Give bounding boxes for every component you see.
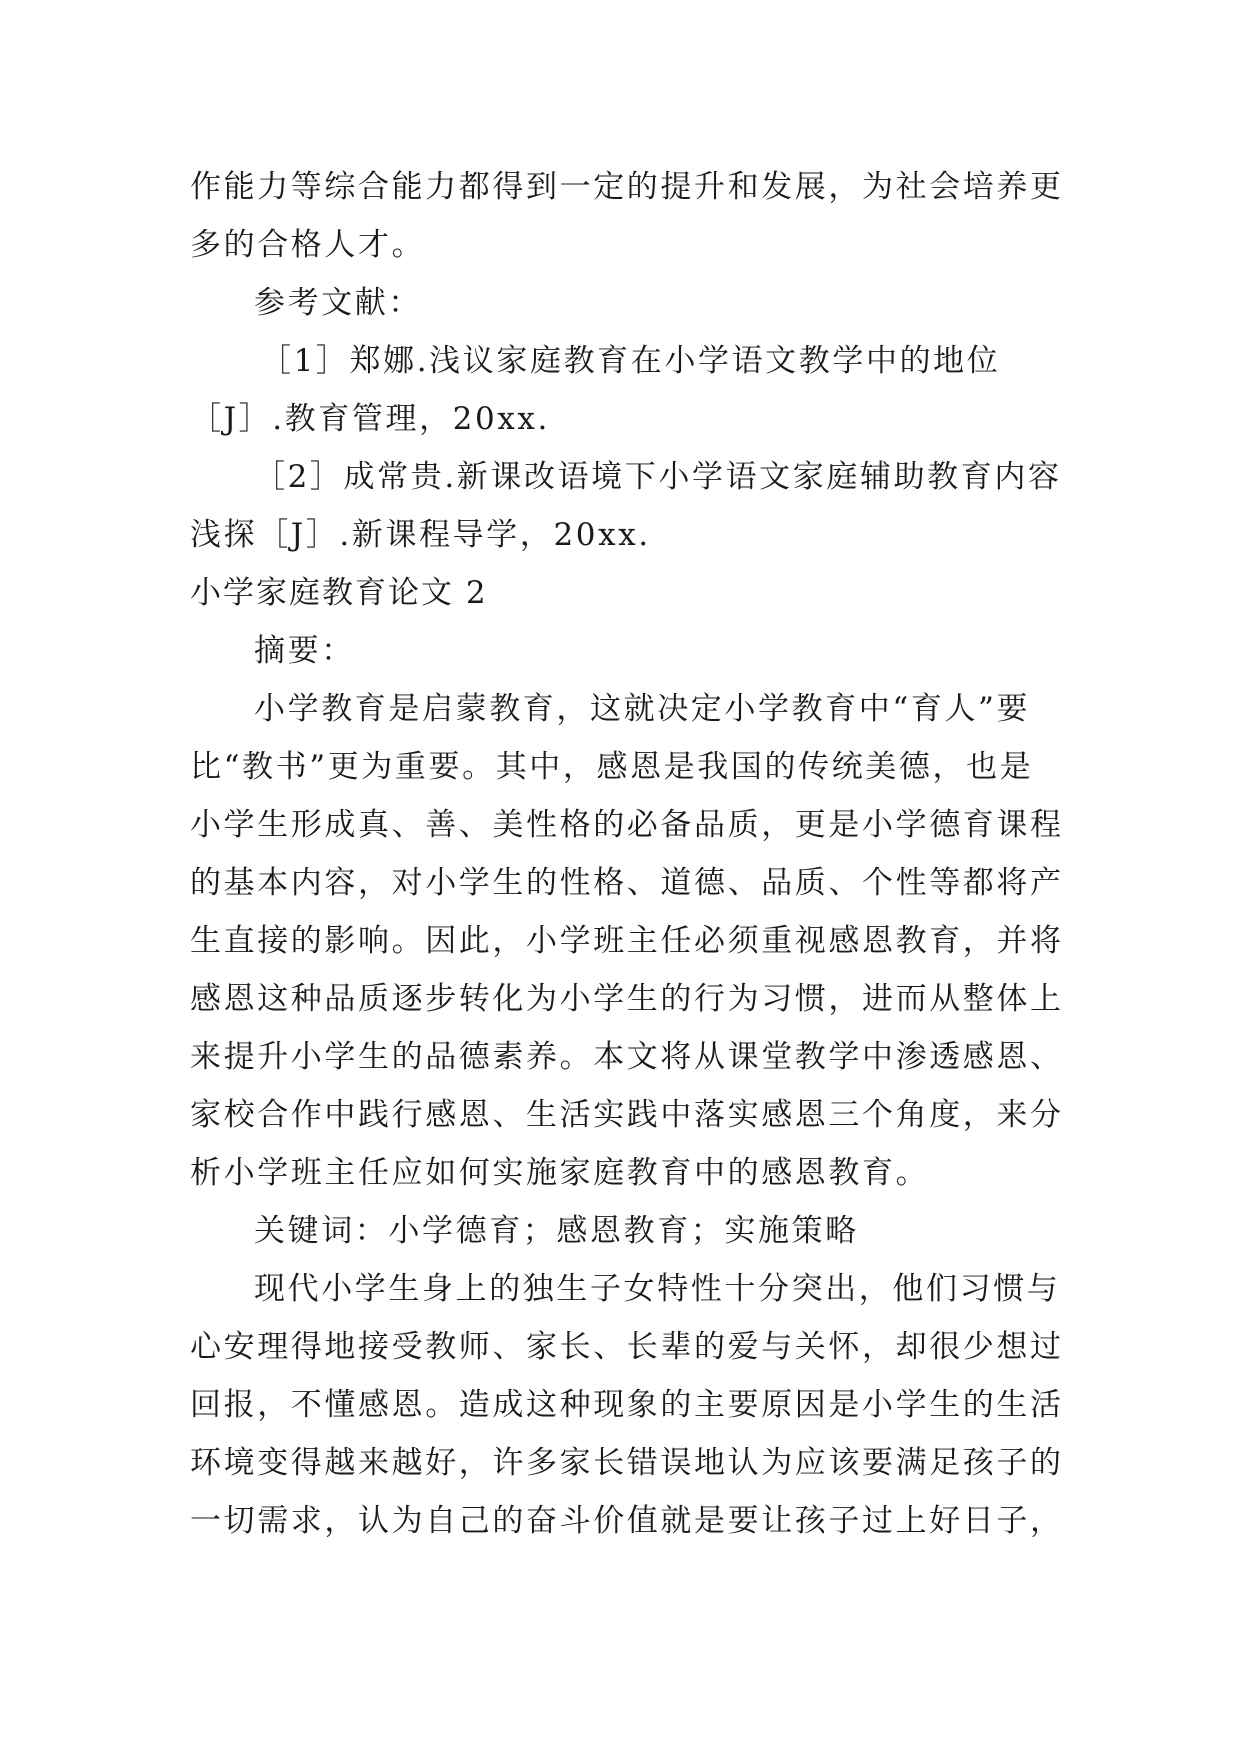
body-paragraph-line: 回报，不懂感恩。造成这种现象的主要原因是小学生的生活 <box>190 1387 1064 1423</box>
abstract-line: 来提升小学生的品德素养。本文将从课堂教学中渗透感恩、 <box>190 1039 1064 1075</box>
reference-2-line: ［2］成常贵.新课改语境下小学语文家庭辅助教育内容 <box>254 459 1062 495</box>
abstract-line: 的基本内容，对小学生的性格、道德、品质、个性等都将产 <box>190 865 1064 901</box>
references-heading: 参考文献： <box>254 285 422 321</box>
abstract-line: 小学生形成真、善、美性格的必备品质，更是小学德育课程 <box>190 807 1064 843</box>
abstract-line: 生直接的影响。因此，小学班主任必须重视感恩教育，并将 <box>190 923 1064 959</box>
body-paragraph-line: 一切需求，认为自己的奋斗价值就是要让孩子过上好日子， <box>190 1503 1064 1539</box>
body-paragraph-line: 心安理得地接受教师、家长、长辈的爱与关怀，却很少想过 <box>190 1329 1064 1365</box>
keywords-line: 关键词：小学德育；感恩教育；实施策略 <box>254 1213 859 1249</box>
abstract-heading: 摘要： <box>254 633 355 669</box>
reference-1-line: ［J］.教育管理，20xx. <box>190 401 550 437</box>
abstract-line: 家校合作中践行感恩、生活实践中落实感恩三个角度，来分 <box>190 1097 1064 1133</box>
document-body <box>190 158 1064 1550</box>
abstract-line: 析小学班主任应如何实施家庭教育中的感恩教育。 <box>190 1155 930 1191</box>
section-title: 小学家庭教育论文 2 <box>190 575 488 611</box>
abstract-line: 感恩这种品质逐步转化为小学生的行为习惯，进而从整体上 <box>190 981 1064 1017</box>
reference-1-line: ［1］郑娜.浅议家庭教育在小学语文教学中的地位 <box>260 343 1001 379</box>
body-paragraph-line: 环境变得越来越好，许多家长错误地认为应该要满足孩子的 <box>190 1445 1064 1481</box>
paragraph-line: 作能力等综合能力都得到一定的提升和发展，为社会培养更 <box>190 169 1064 205</box>
abstract-line: 小学教育是启蒙教育，这就决定小学教育中“育人”要 <box>254 691 1031 727</box>
abstract-line: 比“教书”更为重要。其中，感恩是我国的传统美德，也是 <box>190 749 1034 785</box>
reference-2-line: 浅探［J］.新课程导学，20xx. <box>190 517 651 553</box>
body-paragraph-line: 现代小学生身上的独生子女特性十分突出，他们习惯与 <box>254 1271 1061 1307</box>
paragraph-line: 多的合格人才。 <box>190 227 426 263</box>
